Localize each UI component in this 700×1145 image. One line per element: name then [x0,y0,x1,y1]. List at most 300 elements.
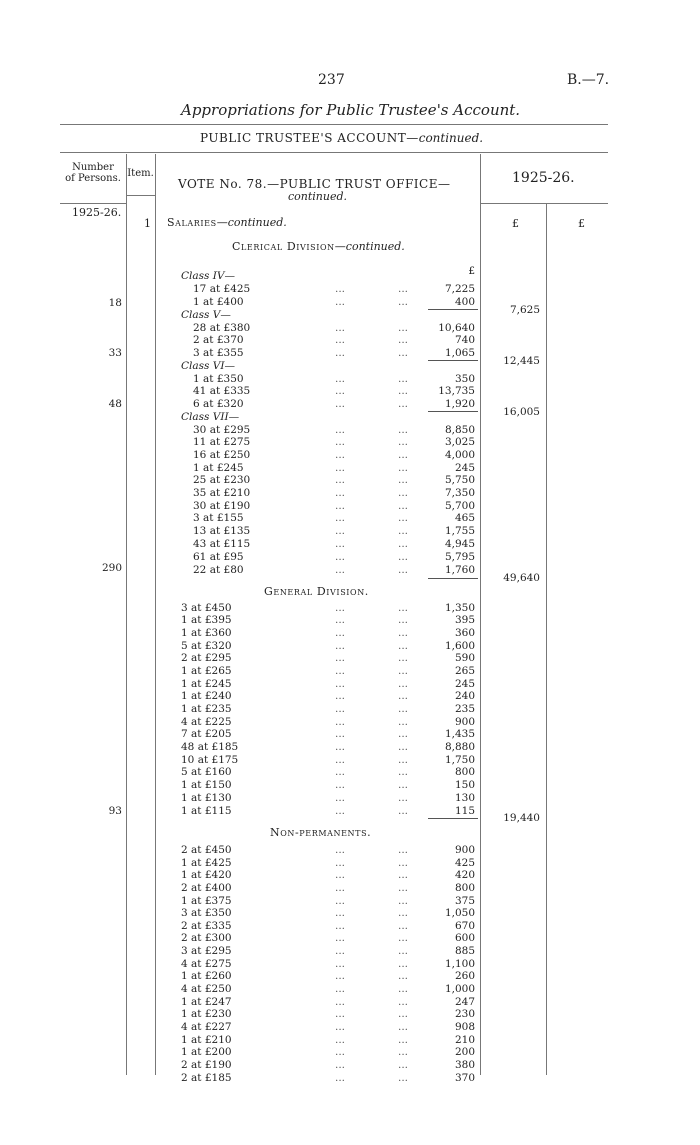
rate-label: 41 at £335 [193,385,251,397]
class-label: Class VII— [181,411,240,423]
clerical-label: Clerical Division [232,240,335,253]
subtitle-main: PUBLIC TRUSTEE'S ACCOUNT— [200,131,419,145]
amount: 600 [454,932,475,944]
salary-row [0,895,700,907]
salary-row [0,424,700,436]
salary-row [0,385,700,397]
salary-row [0,334,700,346]
amount: 1,000 [444,983,475,995]
amount: 5,795 [444,551,475,563]
rate-label: 1 at £360 [181,627,232,639]
leader-dots: ... [398,728,409,740]
amount: 115 [454,805,475,817]
leader-dots: ... [335,690,346,702]
persons-count: 33 [108,347,122,359]
amount: 7,225 [444,283,475,295]
amount: 900 [454,844,475,856]
leader-dots: ... [398,805,409,817]
leader-dots: ... [398,283,409,295]
persons-header-line2: of Persons. [65,173,121,184]
rate-label: 2 at £295 [181,652,232,664]
amount: 247 [454,996,475,1008]
amount: 1,050 [444,907,475,919]
salary-row [0,754,700,766]
salaries-continued: —continued. [216,216,287,229]
subtotal-row [0,812,700,824]
leader-dots: ... [335,1046,346,1058]
salary-row [0,474,700,486]
leader-dots: ... [335,334,346,346]
salary-row [0,932,700,944]
amount: 400 [454,296,475,308]
rate-label: 1 at £247 [181,996,232,1008]
rate-label: 25 at £230 [193,474,251,486]
rate-label: 1 at £420 [181,869,232,881]
amount: 740 [454,334,475,346]
rate-label: 4 at £227 [181,1021,232,1033]
rate-label: 6 at £320 [193,398,244,410]
leader-dots: ... [398,564,409,576]
amount: 7,350 [444,487,475,499]
class-label: Class VI— [181,360,235,372]
leader-dots: ... [398,347,409,359]
leader-dots: ... [398,932,409,944]
amount: 150 [454,779,475,791]
rate-label: 2 at £450 [181,844,232,856]
salary-row [0,1008,700,1020]
rate-label: 3 at £295 [181,945,232,957]
rate-label: 1 at £200 [181,1046,232,1058]
amount: 245 [454,462,475,474]
rate-label: 22 at £80 [193,564,244,576]
leader-dots: ... [398,398,409,410]
leader-dots: ... [335,741,346,753]
leader-dots: ... [335,983,346,995]
leader-dots: ... [398,703,409,715]
amount: 1,350 [444,602,475,614]
leader-dots: ... [398,436,409,448]
header-bottom-rule [60,203,126,204]
salary-row [0,652,700,664]
rate-label: 4 at £250 [181,983,232,995]
rate-label: 1 at £425 [181,857,232,869]
rate-label: 1 at £400 [193,296,244,308]
amount: 800 [454,766,475,778]
vote-continued: continued. [288,190,348,203]
leader-dots: ... [335,703,346,715]
leader-dots: ... [335,436,346,448]
salary-row [0,525,700,537]
rate-label: 13 at £135 [193,525,251,537]
amount: 1,750 [444,754,475,766]
salary-row [0,449,700,461]
rate-label: 30 at £295 [193,424,251,436]
subtitle-continued: continued. [418,131,484,145]
leader-dots: ... [335,728,346,740]
rate-label: 28 at £380 [193,322,251,334]
salary-row [0,665,700,677]
salary-row [0,627,700,639]
subtotal-row [0,406,700,418]
leader-dots: ... [398,424,409,436]
amount: 1,065 [444,347,475,359]
leader-dots: ... [335,945,346,957]
salary-row [0,970,700,982]
leader-dots: ... [335,373,346,385]
leader-dots: ... [335,652,346,664]
persons-column-header [62,162,124,184]
leader-dots: ... [398,1072,409,1084]
persons-count: 18 [108,297,122,309]
amount: 908 [454,1021,475,1033]
rate-label: 4 at £225 [181,716,232,728]
leader-dots: ... [335,322,346,334]
leader-dots: ... [398,640,409,652]
rate-label: 5 at £320 [181,640,232,652]
leader-dots: ... [398,741,409,753]
leader-dots: ... [335,1034,346,1046]
salary-row [0,462,700,474]
class-label: Class IV— [181,270,235,282]
leader-dots: ... [335,857,346,869]
leader-dots: ... [398,551,409,563]
leader-dots: ... [398,945,409,957]
item-header-rule [126,195,155,196]
leader-dots: ... [335,424,346,436]
amount: 4,945 [444,538,475,550]
rate-label: 2 at £185 [181,1072,232,1084]
leader-dots: ... [398,792,409,804]
rate-label: 1 at £265 [181,665,232,677]
subtotal-amount: 16,005 [503,406,540,418]
rate-label: 1 at £210 [181,1034,232,1046]
amount: 260 [454,970,475,982]
salary-row [0,500,700,512]
year-header-rule [480,203,608,204]
salary-row [0,766,700,778]
salary-row [0,945,700,957]
currency-col1: £ [512,217,519,230]
leader-dots: ... [398,322,409,334]
leader-dots: ... [335,564,346,576]
salary-row [0,741,700,753]
amount: 1,760 [444,564,475,576]
salary-row [0,487,700,499]
rate-label: 1 at £240 [181,690,232,702]
leader-dots: ... [398,844,409,856]
leader-dots: ... [335,716,346,728]
leader-dots: ... [398,449,409,461]
amount: 235 [454,703,475,715]
subtotal-row [0,304,700,316]
leader-dots: ... [398,512,409,524]
leader-dots: ... [335,1072,346,1084]
leader-dots: ... [335,1008,346,1020]
amount: 465 [454,512,475,524]
leader-dots: ... [335,296,346,308]
salary-row [0,728,700,740]
leader-dots: ... [398,678,409,690]
salary-row [0,1072,700,1084]
rate-label: 30 at £190 [193,500,251,512]
subtotal-row [0,355,700,367]
amount: 265 [454,665,475,677]
amount: 360 [454,627,475,639]
amount: 350 [454,373,475,385]
leader-dots: ... [335,920,346,932]
amount: 4,000 [444,449,475,461]
leader-dots: ... [398,474,409,486]
leader-dots: ... [398,665,409,677]
leader-dots: ... [335,283,346,295]
subtotal-amount: 49,640 [503,572,540,584]
persons-count: 93 [108,805,122,817]
leader-dots: ... [398,1059,409,1071]
salary-row [0,857,700,869]
leader-dots: ... [398,882,409,894]
leader-dots: ... [335,449,346,461]
leader-dots: ... [398,766,409,778]
salary-row [0,538,700,550]
leader-dots: ... [398,652,409,664]
salary-row [0,983,700,995]
leader-dots: ... [335,779,346,791]
leader-dots: ... [335,627,346,639]
amount: 5,700 [444,500,475,512]
leader-dots: ... [398,716,409,728]
amount: 1,100 [444,958,475,970]
leader-dots: ... [335,500,346,512]
amount: 8,850 [444,424,475,436]
leader-dots: ... [398,334,409,346]
leader-dots: ... [398,996,409,1008]
amount: 1,755 [444,525,475,537]
rate-label: 1 at £130 [181,792,232,804]
salary-row [0,882,700,894]
year-column-header: 1925-26. [512,170,575,186]
subtotal-amount: 12,445 [503,355,540,367]
rate-label: 2 at £190 [181,1059,232,1071]
salaries-label: Salaries [167,216,217,229]
amount: 13,735 [438,385,475,397]
salary-row [0,602,700,614]
leader-dots: ... [398,869,409,881]
leader-dots: ... [398,462,409,474]
salary-row [0,1034,700,1046]
non-permanents-heading: Non-permanents. [270,826,372,839]
leader-dots: ... [335,1059,346,1071]
leader-dots: ... [398,857,409,869]
leader-dots: ... [335,385,346,397]
salary-row [0,844,700,856]
amount: 8,880 [444,741,475,753]
rate-label: 1 at £260 [181,970,232,982]
leader-dots: ... [335,665,346,677]
leader-dots: ... [335,907,346,919]
leader-dots: ... [335,614,346,626]
amount: 10,640 [438,322,475,334]
amount: 130 [454,792,475,804]
leader-dots: ... [335,970,346,982]
leader-dots: ... [398,958,409,970]
rate-label: 3 at £450 [181,602,232,614]
leader-dots: ... [335,805,346,817]
leader-dots: ... [398,385,409,397]
rate-label: 3 at £350 [181,907,232,919]
salary-row [0,678,700,690]
rate-label: 35 at £210 [193,487,251,499]
amount: 380 [454,1059,475,1071]
amount: 1,435 [444,728,475,740]
leader-dots: ... [335,792,346,804]
rate-label: 1 at £395 [181,614,232,626]
salary-row [0,996,700,1008]
amount: 900 [454,716,475,728]
leader-dots: ... [335,398,346,410]
amount: 3,025 [444,436,475,448]
leader-dots: ... [335,462,346,474]
rate-label: 1 at £115 [181,805,232,817]
rate-label: 17 at £425 [193,283,251,295]
rate-label: 1 at £150 [181,779,232,791]
amount: 1,600 [444,640,475,652]
leader-dots: ... [335,512,346,524]
vote-title: VOTE No. 78.—PUBLIC TRUST OFFICE— [178,177,451,191]
leader-dots: ... [398,779,409,791]
clerical-continued: —continued. [334,240,405,253]
leader-dots: ... [398,754,409,766]
item-number: 1 [144,217,151,230]
general-division-heading: General Division. [264,585,369,598]
persons-header-line1: Number [72,162,114,173]
persons-count: 48 [108,398,122,410]
leader-dots: ... [398,538,409,550]
rate-label: 4 at £275 [181,958,232,970]
leader-dots: ... [398,373,409,385]
subtitle-rule [60,152,608,153]
leader-dots: ... [398,487,409,499]
salary-row [0,436,700,448]
rate-label: 5 at £160 [181,766,232,778]
leader-dots: ... [335,932,346,944]
leader-dots: ... [398,983,409,995]
leader-dots: ... [335,602,346,614]
amount: 5,750 [444,474,475,486]
leader-dots: ... [335,551,346,563]
rate-label: 61 at £95 [193,551,244,563]
rate-label: 2 at £370 [193,334,244,346]
leader-dots: ... [335,958,346,970]
rate-label: 10 at £175 [181,754,239,766]
amount: 670 [454,920,475,932]
clerical-division-heading [232,240,405,253]
amount: 370 [454,1072,475,1084]
salary-row [0,322,700,334]
salary-row [0,703,700,715]
leader-dots: ... [335,640,346,652]
amount: 425 [454,857,475,869]
amount: 885 [454,945,475,957]
leader-dots: ... [398,920,409,932]
leader-dots: ... [398,500,409,512]
amount: 245 [454,678,475,690]
salary-row [0,1046,700,1058]
salary-row [0,512,700,524]
salary-row [0,640,700,652]
leader-dots: ... [398,296,409,308]
rate-label: 1 at £375 [181,895,232,907]
rate-label: 1 at £350 [193,373,244,385]
account-subtitle [200,131,483,145]
leader-dots: ... [398,1021,409,1033]
leader-dots: ... [398,1046,409,1058]
rate-label: 1 at £235 [181,703,232,715]
rate-label: 2 at £300 [181,932,232,944]
amount: 590 [454,652,475,664]
rate-label: 1 at £245 [193,462,244,474]
leader-dots: ... [398,602,409,614]
amount: 420 [454,869,475,881]
currency-col2: £ [578,217,585,230]
page-title: Appropriations for Public Trustee's Account. [181,101,521,119]
rate-label: 16 at £250 [193,449,251,461]
salary-row [0,373,700,385]
persons-count: 290 [101,562,122,574]
salary-row [0,283,700,295]
item-column-header: Item. [127,168,154,179]
leader-dots: ... [335,882,346,894]
leader-dots: ... [335,844,346,856]
leader-dots: ... [335,996,346,1008]
salary-row [0,920,700,932]
rate-label: 1 at £230 [181,1008,232,1020]
leader-dots: ... [335,869,346,881]
amount: 800 [454,882,475,894]
rate-label: 1 at £245 [181,678,232,690]
amount: 375 [454,895,475,907]
rate-label: 3 at £355 [193,347,244,359]
salaries-heading [167,216,287,229]
rate-label: 43 at £115 [193,538,251,550]
leader-dots: ... [398,627,409,639]
page-number: 237 [318,72,345,88]
subtotal-amount: 19,440 [503,812,540,824]
rate-label: 3 at £155 [193,512,244,524]
leader-dots: ... [335,487,346,499]
leader-dots: ... [335,754,346,766]
class-heading-row [0,270,700,282]
header-rule [60,124,608,125]
salary-row [0,792,700,804]
amount: 210 [454,1034,475,1046]
salary-row [0,1059,700,1071]
leader-dots: ... [335,678,346,690]
leader-dots: ... [398,1034,409,1046]
salary-row [0,1021,700,1033]
salary-row [0,614,700,626]
salary-row [0,716,700,728]
rate-label: 2 at £335 [181,920,232,932]
salary-row [0,869,700,881]
amount: 240 [454,690,475,702]
leader-dots: ... [335,474,346,486]
leader-dots: ... [398,1008,409,1020]
document-code: B.—7. [567,72,610,88]
leader-dots: ... [398,895,409,907]
subtotal-amount: 7,625 [509,304,540,316]
leader-dots: ... [398,970,409,982]
amount-pound-sign: £ [468,265,475,277]
